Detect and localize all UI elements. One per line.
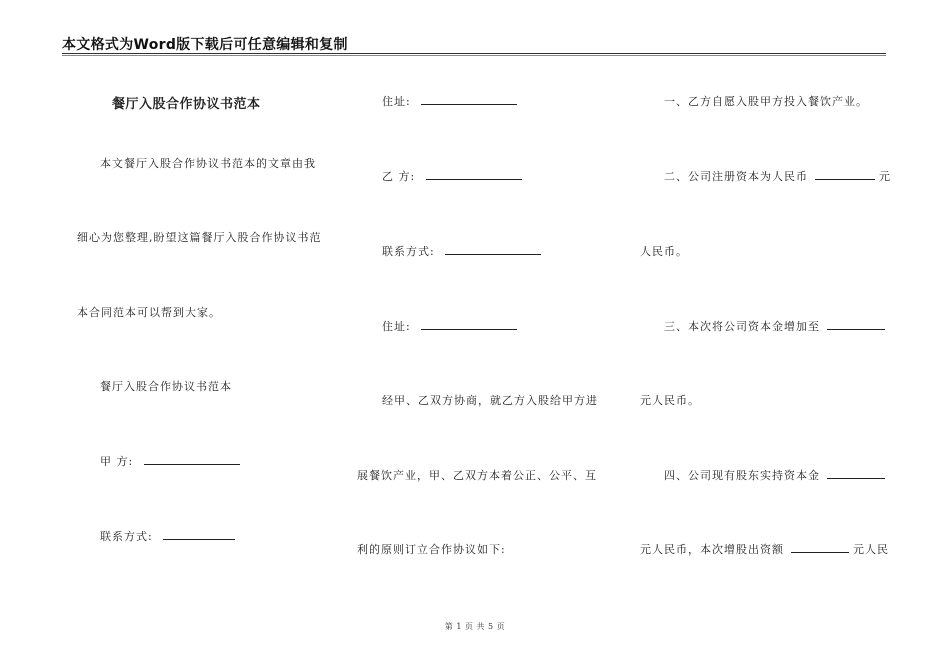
party-b-blank	[426, 169, 522, 180]
agreement-para-line-3: 利的原则订立合作协议如下:	[357, 543, 506, 556]
agreement-para-line-1: 经甲、乙双方协商，就乙方入股给甲方进	[382, 394, 598, 407]
clause-4-continuation-text: 元人民币，本次增股出资额	[640, 543, 784, 556]
document-title: 餐厅入股合作协议书范本	[112, 97, 261, 112]
address-2-label: 住址:	[382, 320, 411, 333]
clause-3-text: 三、本次将公司资本金增加至	[664, 320, 820, 333]
contact-b-blank	[445, 244, 541, 255]
address-1-label: 住址:	[382, 95, 411, 108]
clause-4-row	[664, 467, 885, 483]
contact-b-row	[382, 243, 541, 259]
contact-b-label: 联系方式:	[382, 245, 435, 258]
address-2-row	[382, 318, 517, 334]
address-2-blank	[421, 319, 517, 330]
agreement-para-line-2: 展餐饮产业，甲、乙双方本着公正、公平、互	[357, 469, 597, 482]
section-subtitle: 餐厅入股合作协议书范本	[100, 380, 232, 393]
clause-3-row	[664, 318, 885, 334]
address-1-row	[382, 93, 517, 109]
address-1-blank	[421, 94, 517, 105]
clause-4-amount-blank	[791, 542, 849, 553]
clause-4-unit: 元人民	[853, 543, 889, 556]
clause-3-blank	[827, 319, 885, 330]
clause-1: 一、乙方自愿入股甲方投入餐饮产业。	[664, 95, 868, 108]
contact-a-row	[100, 528, 235, 544]
party-a-row	[100, 453, 240, 469]
contact-a-label: 联系方式:	[100, 530, 153, 543]
header-title: 本文格式为Word版下载后可任意编辑和复制	[62, 37, 348, 53]
clause-4-continuation-row	[640, 541, 889, 557]
clause-2-blank	[815, 169, 875, 180]
party-b-label: 乙 方:	[382, 170, 416, 183]
intro-line-3: 本合同范本可以帮到大家。	[77, 306, 221, 319]
intro-line-1: 本文餐厅入股合作协议书范本的文章由我	[100, 157, 316, 170]
clause-3-continuation: 元人民币。	[640, 394, 700, 407]
clause-2-row	[664, 168, 891, 184]
header-divider-secondary	[62, 55, 886, 56]
intro-line-2: 细心为您整理,盼望这篇餐厅入股合作协议书范	[77, 231, 322, 244]
clause-2-unit: 元	[879, 170, 891, 183]
clause-2-text: 二、公司注册资本为人民币	[664, 170, 808, 183]
clause-2-continuation: 人民币。	[640, 245, 688, 258]
clause-4-text: 四、公司现有股东实持资本金	[664, 469, 820, 482]
contact-a-blank	[163, 529, 235, 540]
party-a-blank	[144, 454, 240, 465]
page-footer: 第 1 页 共 5 页	[444, 622, 506, 631]
party-a-label: 甲 方:	[100, 455, 134, 468]
header-divider	[62, 53, 886, 54]
clause-4-blank	[827, 468, 885, 479]
party-b-row	[382, 168, 522, 184]
